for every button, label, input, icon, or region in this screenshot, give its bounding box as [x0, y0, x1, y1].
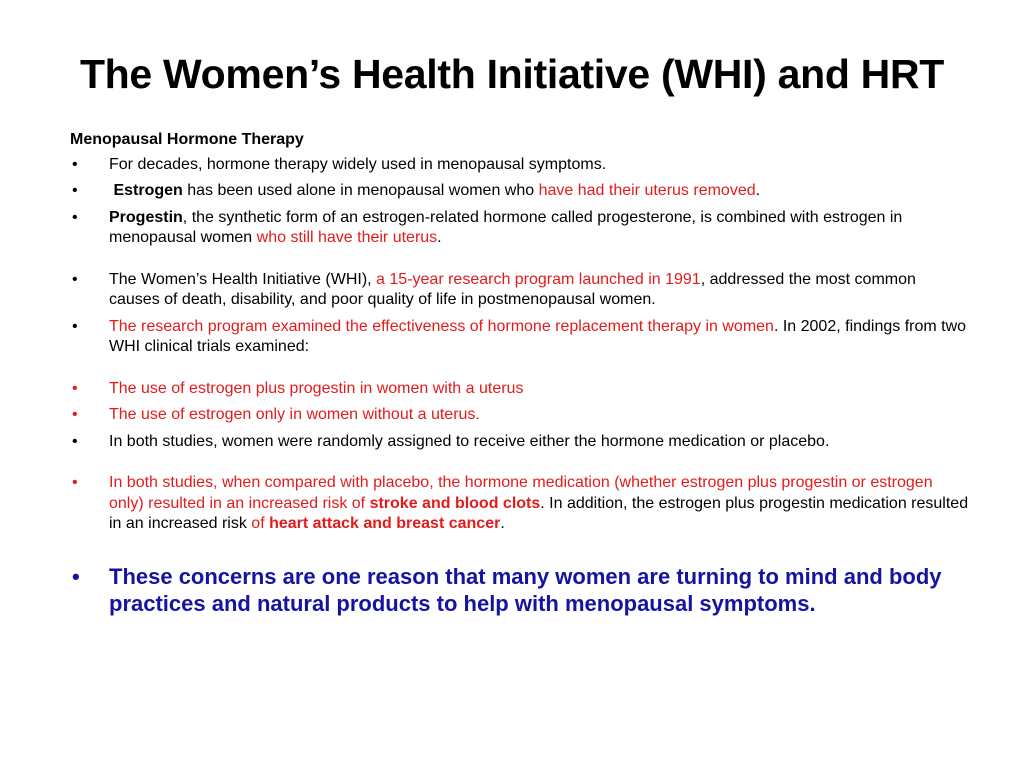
bullet-text: The Women’s Health Initiative (WHI),	[109, 270, 377, 288]
bullet-icon: •	[72, 474, 78, 491]
bullet-text: The use of estrogen plus progestin in women with a uterus	[109, 379, 524, 397]
term-estrogen: Estrogen	[113, 182, 183, 199]
bullet-text-end: .	[755, 182, 761, 199]
bullet-risks	[70, 473, 970, 535]
bullet-decades	[70, 155, 970, 176]
bullet-text: For decades, hormone therapy widely used in menopausal symptoms.	[109, 155, 607, 173]
bullet-progestin	[70, 208, 970, 249]
highlight-text-2: of	[251, 515, 270, 532]
highlight-text: have had their uterus removed	[538, 182, 756, 199]
risk-stroke: stroke and blood clots	[369, 494, 541, 512]
term-progestin: Progestin	[109, 208, 183, 226]
bullet-text: , the synthetic form of an estrogen-related hormone called progesterone, is combined with estrogen in menopausal women	[109, 208, 903, 246]
bullet-text-end: . In 2002, findings from two WHI clinical trials examined:	[109, 317, 967, 355]
bullet-text: The use of estrogen only in women without a uterus.	[109, 406, 480, 423]
bullet-text: . In addition, the estrogen plus progestin medication resulted in an increased risk	[109, 494, 969, 532]
bullet-icon: •	[72, 317, 78, 335]
bullet-icon: •	[72, 379, 78, 397]
bullet-icon: •	[72, 155, 78, 173]
bullet-icon: •	[72, 432, 78, 450]
bullet-text: In both studies, women were randomly assigned to receive either the hormone medication or placebo.	[109, 432, 830, 450]
highlight-text: The research program examined the effectiveness of hormone replacement therapy in women	[109, 317, 774, 335]
bullet-text-end: , addressed the most common causes of death, disability, and poor quality of life in postmenopausal women.	[109, 270, 916, 308]
bullet-trial-two	[70, 405, 970, 426]
bullet-icon: •	[72, 563, 80, 589]
bullet-research-program	[70, 317, 970, 358]
bullet-text-end: .	[500, 515, 505, 532]
bullet-estrogen	[70, 181, 970, 202]
bullet-icon: •	[72, 270, 78, 288]
bullet-randomized	[70, 432, 970, 453]
bullet-icon: •	[72, 182, 78, 199]
risk-heart: heart attack and breast cancer	[269, 515, 501, 532]
highlight-text: who still have their uterus	[256, 229, 438, 246]
bullet-trial-one	[70, 379, 970, 400]
bullet-whi	[70, 270, 970, 311]
conclusion-text: These concerns are one reason that many women are turning to mind and body practices and natural products to help with menopausal symptoms.	[109, 563, 942, 616]
slide-title: The Women’s Health Initiative (WHI) and HRT	[79, 51, 945, 97]
slide-body	[70, 130, 970, 623]
section-heading: Menopausal Hormone Therapy	[70, 131, 304, 148]
bullet-text: has been used alone in menopausal women who	[182, 182, 539, 199]
bullet-icon: •	[72, 406, 78, 423]
bullet-conclusion	[70, 563, 970, 617]
bullet-icon: •	[72, 208, 78, 226]
highlight-text: a 15-year research program launched in 1991	[376, 270, 701, 288]
bullet-text-end: .	[437, 229, 442, 246]
highlight-text: In both studies, when compared with placebo, the hormone medication (whether estrogen plus progestin or estrogen only) resulted in an increased risk of	[109, 474, 933, 512]
